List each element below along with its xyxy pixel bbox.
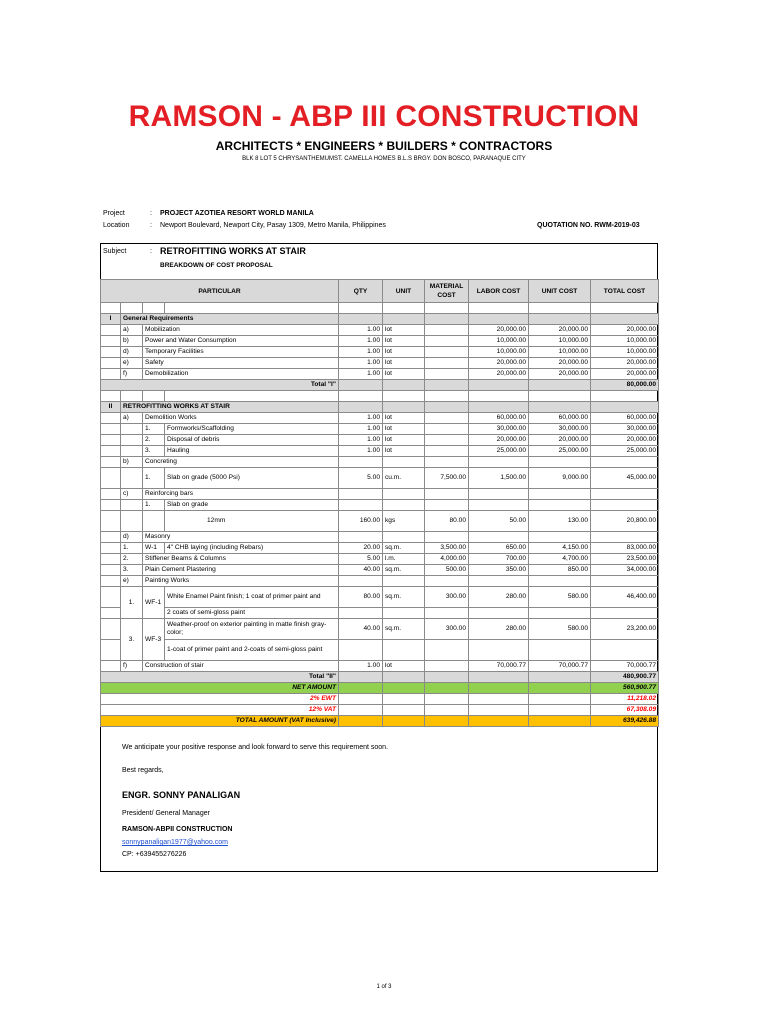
company-tagline: ARCHITECTS * ENGINEERS * BUILDERS * CONTRACTORS [215,139,553,153]
signatory-position: President/ General Manager [122,810,210,817]
header-unit: UNIT [383,280,425,303]
table-row: b) Power and Water Consumption 1.00 lot 10,000.00 10,000.00 10,000.00 [101,336,659,347]
table-row: d) Masonry [101,532,659,543]
grand-total-row: TOTAL AMOUNT (VAT Inclusive) 639,426.88 [101,716,659,727]
table-row: 1. Slab on grade [101,500,659,511]
table-row: f) Construction of stair 1.00 lot 70,000.77 70,000.77 70,000.77 [101,661,659,672]
table-header-row [101,280,659,303]
table-row: 2 coats of semi-gloss paint [101,608,659,619]
table-row: 3. Hauling 1.00 lot 25,000.00 25,000.00 25,000.00 [101,446,659,457]
subtotal-row: Total "I" 80,000.00 [101,380,659,391]
table-row: e) Painting Works [101,576,659,587]
regards-text: Best regards, [122,767,164,774]
header-material: MATERIAL COST [425,280,469,303]
section-row: II RETROFITTING WORKS AT STAIR [101,402,659,413]
company-address: BLK 8 LOT 5 CHRYSANTHEMUMST. CAMELLA HOMES B.L.S BRGY. DON BOSCO, PARANAQUE CITY [242,156,526,162]
signatory-name: ENGR. SONNY PANALIGAN [122,790,241,800]
subject-value: RETROFITTING WORKS AT STAIR [160,246,306,256]
table-row: 1. Formworks/Scaffolding 1.00 lot 30,000.00 30,000.00 30,000.00 [101,424,659,435]
table-row: 1-coat of primer paint and 2-coats of semi-gloss paint [101,640,659,661]
subject-colon: : [150,248,152,255]
company-name: RAMSON - ABP III CONSTRUCTION [128,100,640,133]
table-row: c) Reinforcing bars [101,489,659,500]
header-labor: LABOR COST [469,280,529,303]
header-total: TOTAL COST [591,280,659,303]
subject-subtitle: BREAKDOWN OF COST PROPOSAL [160,262,273,269]
table-row: a) Mobilization 1.00 lot 20,000.00 20,000.00 20,000.00 [101,325,659,336]
table-row: 2. Disposal of debris 1.00 lot 20,000.00 20,000.00 20,000.00 [101,435,659,446]
email-link[interactable]: sonnypanaligan1977@yahoo.com [122,839,228,846]
table-row: 3. Plain Cement Plastering 40.00 sq.m. 500.00 350.00 850.00 34,000.00 [101,565,659,576]
header-unit-cost: UNIT COST [529,280,591,303]
location-value: Newport Boulevard, Newport City, Pasay 1309, Metro Manila, Philippines [160,222,386,229]
vat-row: 12% VAT 67,308.09 [101,705,659,716]
subtotal-row: Total "II" 480,900.77 [101,672,659,683]
cost-table [100,279,659,727]
table-row: e) Safety 1.00 lot 20,000.00 20,000.00 20,000.00 [101,358,659,369]
net-amount-row: NET AMOUNT 560,900.77 [101,683,659,694]
table-row: 1. WF-1 White Enamel Paint finish; 1 coat of primer paint and 80.00 sq.m. 300.00 280.00 580.00 46,400.00 [101,587,659,608]
table-row: 3. WF-3 Weather-proof on exterior painting in matte finish gray-color; 40.00 sq.m. 300.00 280.00 580.00 23,200.00 [101,619,659,640]
ewt-row: 2% EWT 11,218.02 [101,694,659,705]
table-row: f) Demobilization 1.00 lot 20,000.00 20,000.00 20,000.00 [101,369,659,380]
table-row: a) Demolition Works 1.00 lot 60,000.00 60,000.00 60,000.00 [101,413,659,424]
header-particular: PARTICULAR [101,280,339,303]
location-label: Location [103,222,130,229]
signatory-company: RAMSON-ABPII CONSTRUCTION [122,826,233,833]
subject-label: Subject [103,248,127,255]
header-qty: QTY [339,280,383,303]
table-row: 12mm 160.00 kgs 80.00 50.00 130.00 20,800.00 [101,511,659,532]
spacer-row [101,391,659,402]
project-value: PROJECT AZOTIEA RESORT WORLD MANILA [160,210,314,217]
table-row: d) Temporary Facilities 1.00 lot 10,000.00 10,000.00 10,000.00 [101,347,659,358]
project-colon: : [150,210,152,217]
spacer-row [101,303,659,314]
project-label: Project [103,210,125,217]
closing-message: We anticipate your positive response and look forward to serve this requirement soon. [122,744,389,751]
table-row: 2. Stiffener Beams & Columns 5.00 l.m. 4,000.00 700.00 4,700.00 23,500.00 [101,554,659,565]
page-number: 1 of 3 [376,984,392,990]
phone-number: CP: +639455276226 [122,851,187,858]
location-colon: : [150,222,152,229]
quotation-number: QUOTATION NO. RWM-2019-03 [537,222,640,229]
table-row: b) Concreting [101,457,659,468]
table-row: 1. Slab on grade (5000 Psi) 5.00 cu.m. 7,500.00 1,500.00 9,000.00 45,000.00 [101,468,659,489]
table-row: 1. W-1 4" CHB laying (including Rebars) 20.00 sq.m. 3,500.00 650.00 4,150.00 83,000.00 [101,543,659,554]
section-row: I General Requirements [101,314,659,325]
